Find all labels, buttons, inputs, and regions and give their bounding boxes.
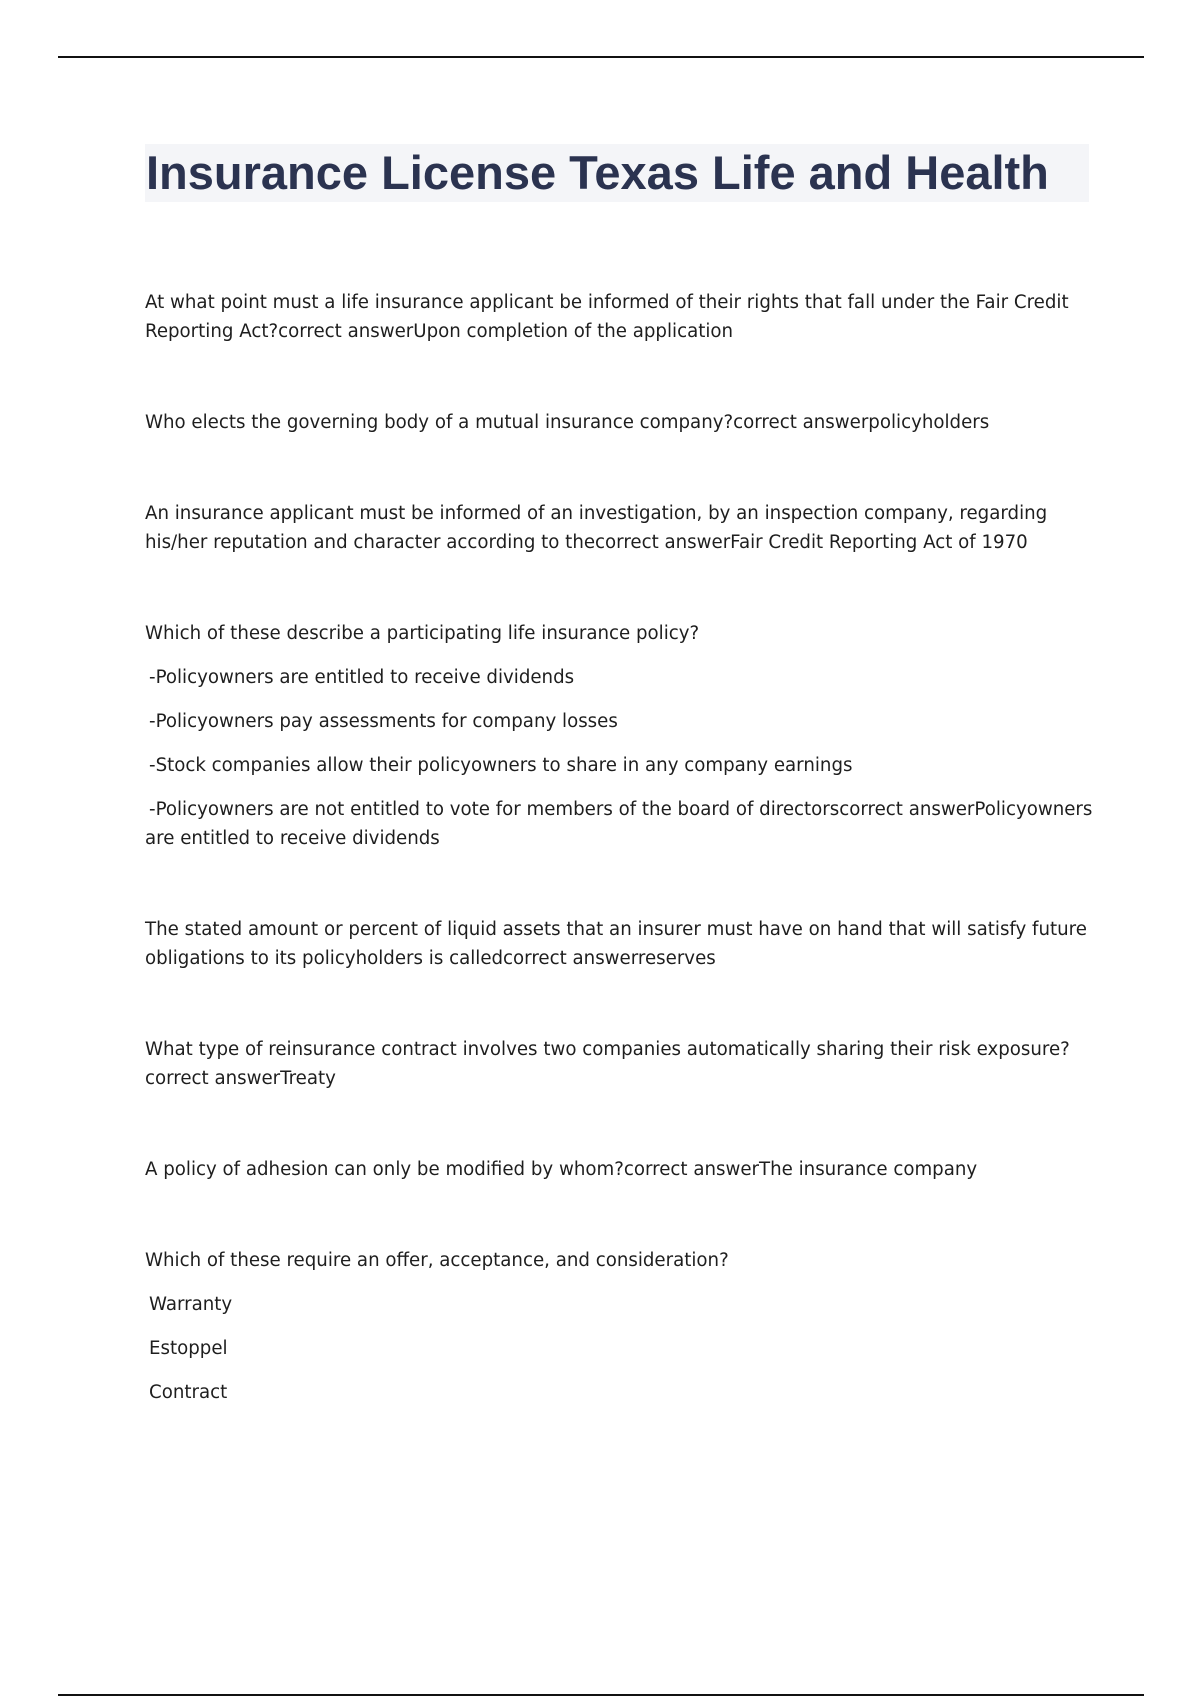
qa-item-1 bbox=[145, 288, 1095, 346]
qa-item-7 bbox=[145, 1155, 1095, 1184]
footer-rule bbox=[58, 1694, 1144, 1696]
question-text: An insurance applicant must be informed of an investigation, by an inspection company, regarding his/her reputation and character according to thecorrect answerFair Credit Reporting Act of 1970 bbox=[145, 503, 1048, 553]
question-text: A policy of adhesion can only be modified by whom?correct answerThe insurance company bbox=[145, 1159, 978, 1180]
qa-item-4 bbox=[145, 619, 1095, 853]
qa-item-8 bbox=[145, 1246, 1095, 1407]
answer-option: -Policyowners pay assessments for company losses bbox=[149, 711, 618, 732]
question-text: What type of reinsurance contract involves two companies automatically sharing their risk exposure?correct answerTreaty bbox=[145, 1039, 1070, 1089]
page-title: Insurance License Texas Life and Health bbox=[146, 146, 1049, 199]
header-rule bbox=[58, 56, 1144, 58]
question-text: At what point must a life insurance applicant be informed of their rights that fall under the Fair Credit Reporting Act?correct answerUpon completion of the application bbox=[145, 292, 1069, 342]
qa-item-2 bbox=[145, 408, 1095, 437]
answer-option: -Policyowners are not entitled to vote for members of the board of directorscorrect answerPolicyowners are entitled to receive dividends bbox=[145, 799, 1093, 849]
answer-option: -Policyowners are entitled to receive dividends bbox=[149, 667, 575, 688]
qa-item-3 bbox=[145, 499, 1095, 557]
answer-option: Contract bbox=[149, 1382, 228, 1403]
question-text: Which of these describe a participating life insurance policy? bbox=[145, 623, 700, 644]
document-body bbox=[145, 288, 1095, 1469]
question-text: Which of these require an offer, acceptance, and consideration? bbox=[145, 1250, 729, 1271]
answer-option: Warranty bbox=[149, 1294, 233, 1315]
question-text: The stated amount or percent of liquid assets that an insurer must have on hand that will satisfy future obligations to its policyholders is calledcorrect answerreserves bbox=[145, 919, 1087, 969]
answer-option: Estoppel bbox=[149, 1338, 228, 1359]
qa-item-5 bbox=[145, 915, 1095, 973]
answer-option: -Stock companies allow their policyowners to share in any company earnings bbox=[149, 755, 853, 776]
qa-item-6 bbox=[145, 1035, 1095, 1093]
question-text: Who elects the governing body of a mutual insurance company?correct answerpolicyholders bbox=[145, 412, 990, 433]
